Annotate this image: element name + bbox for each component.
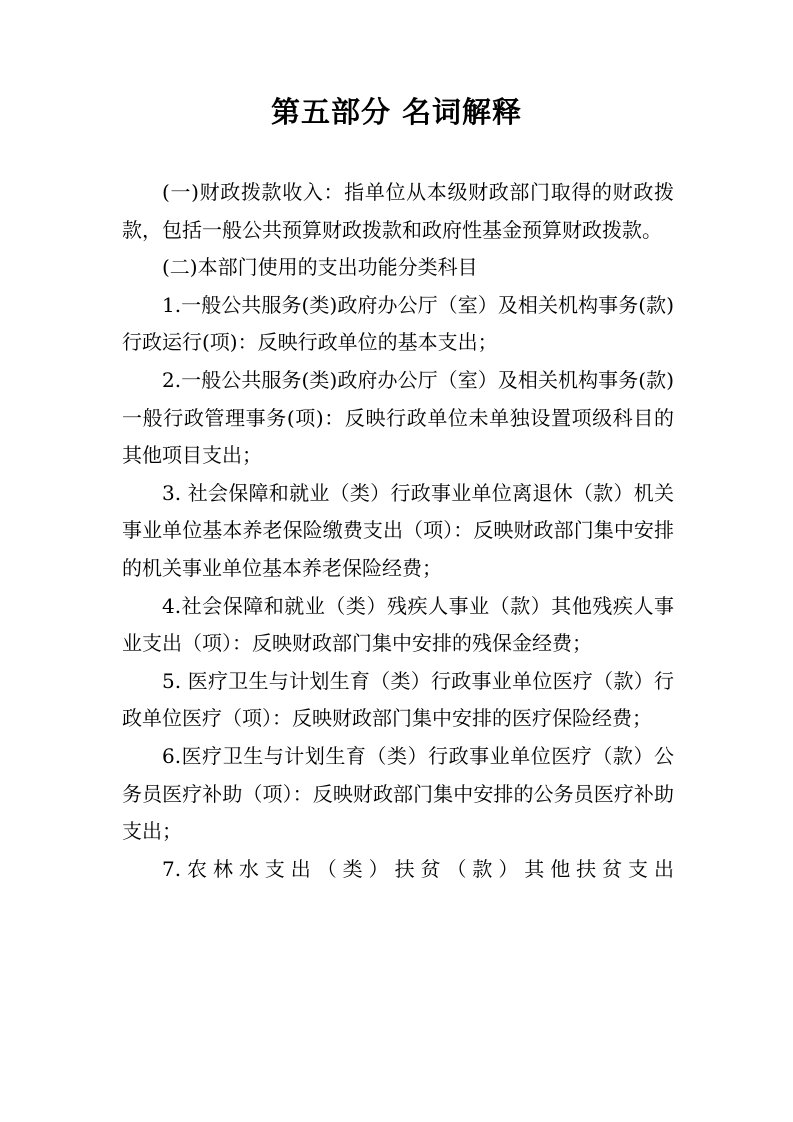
paragraph-item-2: 2.一般公共服务(类)政府办公厅（室）及相关机构事务(款)一般行政管理事务(项)：反映行政单位未单独设置项级科目的其他项目支出； bbox=[122, 367, 674, 468]
paragraph-fiscal-appropriation-income: (一)财政拨款收入：指单位从本级财政部门取得的财政拨款，包括一般公共预算财政拨款和政府性基金预算财政拨款。 bbox=[122, 180, 674, 242]
paragraph-item-5: 5. 医疗卫生与计划生育（类）行政事业单位医疗（款）行政单位医疗（项）：反映财政部门集中安排的医疗保险经费； bbox=[122, 668, 674, 731]
paragraph-item-4: 4.社会保障和就业（类）残疾人事业（款）其他残疾人事业支出（项）：反映财政部门集中安排的残保金经费； bbox=[122, 593, 674, 656]
paragraph-item-3: 3. 社会保障和就业（类）行政事业单位离退休（款）机关事业单位基本养老保险缴费支出（项）：反映财政部门集中安排的机关事业单位基本养老保险经费； bbox=[122, 480, 674, 580]
paragraph-expenditure-classification-heading: (二)本部门使用的支出功能分类科目 bbox=[162, 255, 478, 280]
document-body bbox=[122, 174, 674, 888]
paragraph-item-7: 7.农林水支出（类）扶贫（款）其他扶贫支出 bbox=[162, 856, 674, 881]
paragraph-item-1: 1.一般公共服务(类)政府办公厅（室）及相关机构事务(款)行政运行(项)：反映行政单位的基本支出； bbox=[122, 292, 674, 355]
paragraph-item-6: 6.医疗卫生与计划生育（类）行政事业单位医疗（款）公务员医疗补助（项）：反映财政部门集中安排的公务员医疗补助支出； bbox=[122, 743, 674, 844]
page-title: 第五部分 名词解释 bbox=[270, 95, 523, 129]
